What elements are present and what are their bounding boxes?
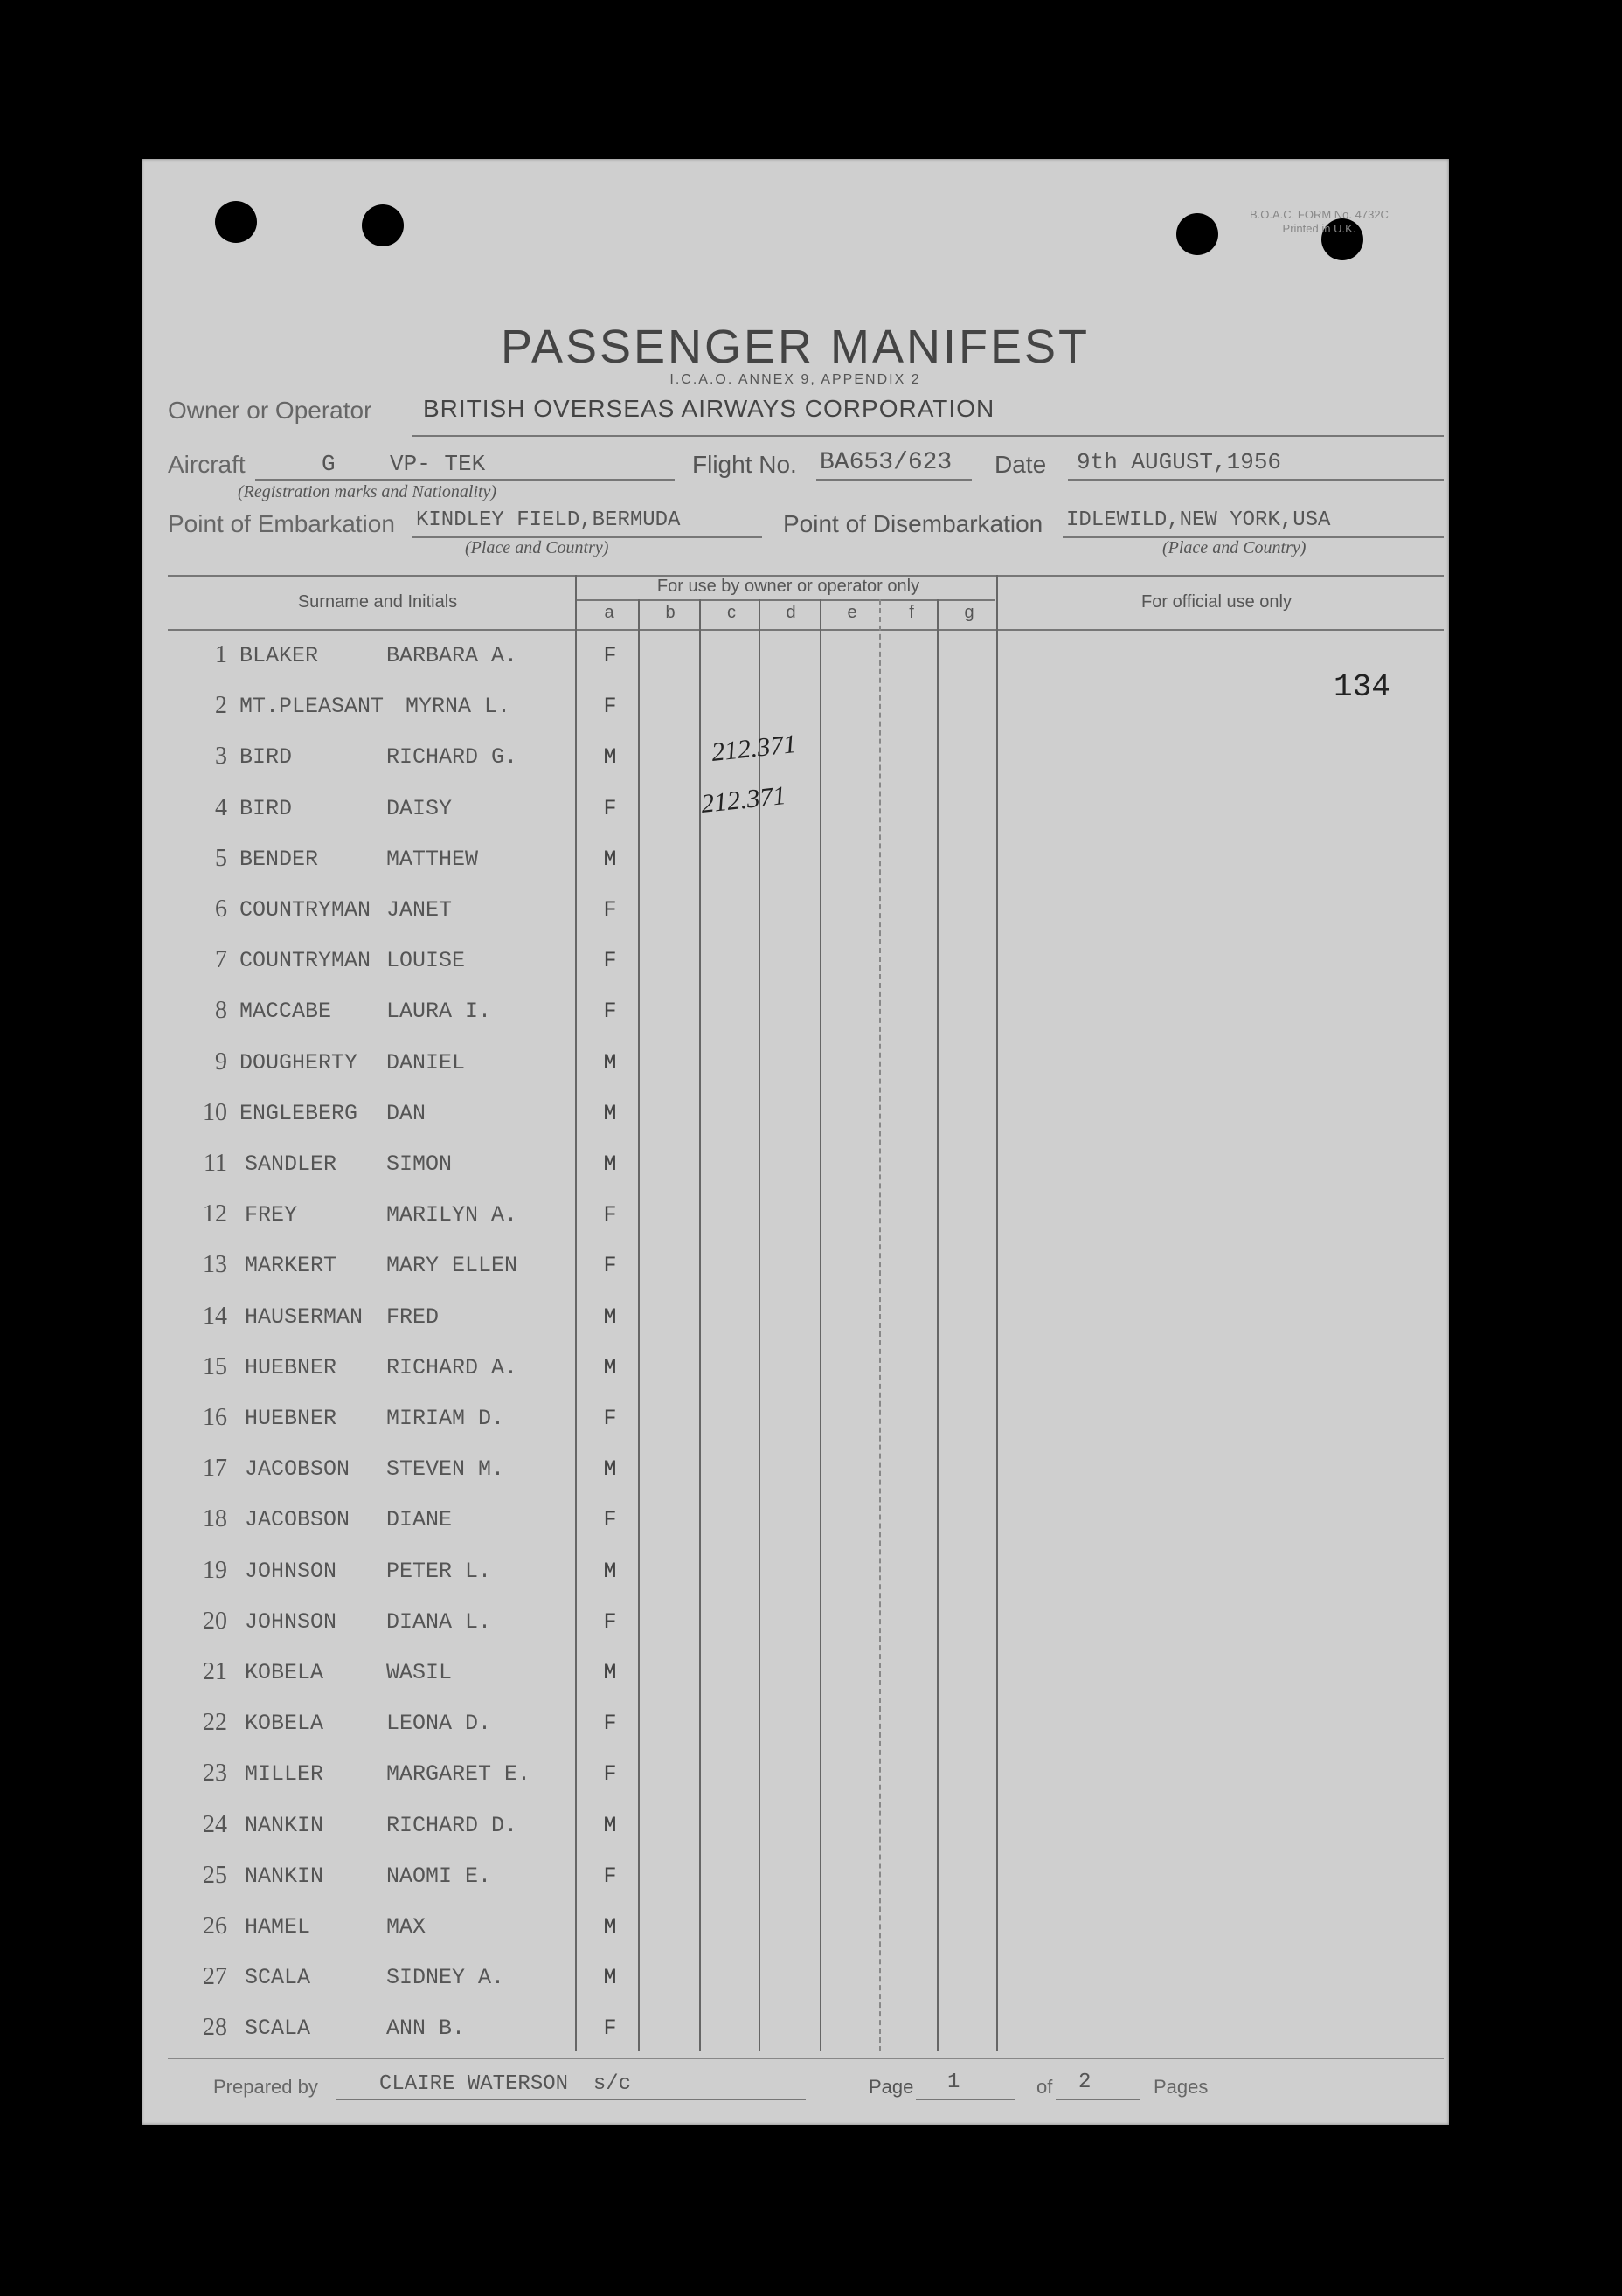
passenger-surname: SANDLER [245, 1151, 337, 1177]
passenger-given-name: RICHARD A. [386, 1354, 518, 1380]
passenger-given-name: DIANE [386, 1507, 453, 1533]
table-row [142, 1090, 1449, 1141]
passenger-sex: F [603, 1507, 617, 1533]
passenger-sex: M [603, 1965, 617, 1991]
table-row [142, 937, 1449, 988]
passenger-given-name: MARY ELLEN [386, 1253, 518, 1279]
aircraft-value: G VP- TEK [322, 451, 486, 477]
passenger-sex: M [603, 1914, 617, 1940]
row-number: 16 [203, 1404, 227, 1431]
flight-value: BA653/623 [820, 449, 953, 476]
passenger-surname: HAUSERMAN [245, 1304, 364, 1330]
table-row [142, 1802, 1449, 1853]
passenger-given-name: STEVEN M. [386, 1456, 505, 1483]
passenger-surname: MILLER [245, 1761, 324, 1788]
passenger-given-name: NAOMI E. [386, 1863, 492, 1889]
passenger-given-name: DIANA L. [386, 1608, 492, 1635]
aircraft-note: (Registration marks and Nationality) [238, 482, 497, 501]
col-surname-header: Surname and Initials [297, 592, 458, 612]
passenger-surname: SCALA [245, 2016, 311, 2042]
of-value: 2 [1078, 2071, 1092, 2094]
embark-note: (Place and Country) [465, 538, 609, 557]
col-c-header: c [727, 603, 736, 622]
row-number: 2 [215, 692, 227, 720]
row-number: 18 [203, 1505, 227, 1533]
passenger-sex: M [603, 1049, 617, 1075]
handwritten-note: 212.371 [710, 730, 798, 768]
handwritten-note: 212.371 [699, 780, 787, 819]
passenger-surname: NANKIN [245, 1812, 324, 1838]
passenger-sex: F [603, 1863, 617, 1889]
row-number: 23 [203, 1760, 227, 1788]
table-row [142, 780, 1449, 836]
table-row [142, 836, 1449, 887]
passenger-given-name: MARGARET E. [386, 1761, 531, 1788]
passenger-surname: JACOBSON [245, 1456, 350, 1483]
table-row [142, 1192, 1449, 1242]
page-value: 1 [947, 2071, 960, 2094]
row-number: 5 [215, 844, 227, 872]
row-number: 11 [204, 1150, 227, 1177]
passenger-surname: MARKERT [245, 1253, 337, 1279]
table-row [142, 887, 1449, 937]
table-row [142, 1853, 1449, 1904]
row-number: 6 [215, 896, 227, 923]
table-row [142, 1649, 1449, 1700]
passenger-sex: M [603, 846, 617, 872]
row-number: 8 [215, 997, 227, 1025]
col-a-header: a [604, 603, 614, 622]
passenger-given-name: WASIL [386, 1660, 453, 1685]
row-number: 15 [203, 1352, 227, 1380]
passenger-surname: KOBELA [245, 1660, 324, 1685]
table-row [142, 683, 1449, 734]
passenger-sex: F [603, 795, 617, 821]
passenger-given-name: LEONA D. [386, 1711, 492, 1737]
flight-label: Flight No. [692, 451, 797, 478]
table-row [142, 988, 1449, 1039]
row-number: 26 [203, 1912, 227, 1940]
disembark-value: IDLEWILD,NEW YORK,USA [1066, 508, 1331, 532]
row-number: 13 [203, 1251, 227, 1279]
row-number: 25 [203, 1861, 227, 1889]
page-subtitle: I.C.A.O. ANNEX 9, APPENDIX 2 [669, 372, 921, 387]
date-value: 9th AUGUST,1956 [1077, 449, 1282, 475]
passenger-surname: KOBELA [245, 1711, 324, 1737]
passenger-given-name: ANN B. [386, 2016, 466, 2042]
passenger-sex: F [603, 1406, 617, 1431]
passenger-surname: BENDER [239, 846, 319, 872]
passenger-given-name: MATTHEW [386, 846, 479, 872]
passenger-sex: F [603, 694, 617, 720]
passenger-given-name: DANIEL [386, 1049, 466, 1075]
passenger-sex: M [603, 744, 617, 771]
passenger-given-name: JANET [386, 897, 453, 923]
passenger-surname: ENGLEBERG [239, 1100, 358, 1126]
table-row [142, 633, 1449, 683]
passenger-sex: M [603, 1151, 617, 1177]
passenger-given-name: DAISY [386, 795, 453, 821]
passenger-sex: M [603, 1100, 617, 1126]
col-f-header: f [909, 603, 914, 622]
table-row [142, 1446, 1449, 1497]
row-number: 14 [203, 1302, 227, 1330]
passenger-surname: JOHNSON [245, 1558, 337, 1584]
passenger-surname: COUNTRYMAN [239, 948, 371, 974]
passenger-sex: M [603, 1660, 617, 1685]
passenger-surname: MACCABE [239, 999, 332, 1025]
passenger-given-name: LAURA I. [386, 999, 492, 1025]
passenger-surname: NANKIN [245, 1863, 324, 1889]
passenger-surname: BIRD [239, 795, 293, 821]
passenger-surname: HUEBNER [245, 1406, 337, 1431]
row-number: 7 [215, 946, 227, 974]
table-row [142, 1751, 1449, 1802]
table-row [142, 1040, 1449, 1090]
passenger-surname: HUEBNER [245, 1354, 337, 1380]
row-number: 19 [203, 1556, 227, 1584]
passenger-given-name: SIDNEY A. [386, 1965, 505, 1991]
table-row [142, 1599, 1449, 1649]
passenger-surname: FREY [245, 1202, 298, 1228]
passenger-sex: F [603, 1761, 617, 1788]
passenger-given-name: MYRNA L. [406, 694, 511, 720]
passenger-given-name: SIMON [386, 1151, 453, 1177]
table-row [142, 1294, 1449, 1345]
col-official-header: For official use only [1141, 592, 1292, 612]
disembark-note: (Place and Country) [1162, 538, 1307, 557]
prepared-label: Prepared by [213, 2076, 318, 2098]
table-row [142, 730, 1449, 785]
row-number: 4 [215, 793, 227, 821]
passenger-surname: JACOBSON [245, 1507, 350, 1533]
aircraft-label: Aircraft [168, 451, 246, 478]
prepared-value: CLAIRE WATERSON s/c [379, 2072, 632, 2096]
col-owner-use-header: For use by owner or operator only [656, 577, 920, 596]
row-number: 10 [203, 1098, 227, 1126]
passenger-sex: M [603, 1456, 617, 1483]
passenger-surname: MT.PLEASANT [239, 694, 385, 720]
row-number: 9 [215, 1048, 227, 1075]
table-row [142, 1954, 1449, 2005]
page-label: Page [869, 2076, 914, 2098]
passenger-given-name: FRED [386, 1304, 440, 1330]
col-b-header: b [665, 603, 676, 622]
table-row [142, 1141, 1449, 1192]
passenger-sex: F [603, 643, 617, 668]
punch-hole-icon [1176, 213, 1218, 255]
passenger-sex: F [603, 1202, 617, 1228]
passenger-given-name: MIRIAM D. [386, 1406, 505, 1431]
passenger-sex: F [603, 1608, 617, 1635]
row-number: 24 [203, 1810, 227, 1838]
passenger-given-name: BARBARA A. [386, 643, 518, 668]
passenger-surname: COUNTRYMAN [239, 897, 371, 923]
passenger-given-name: MARILYN A. [386, 1202, 518, 1228]
form-code: B.O.A.C. FORM No. 4732C Printed in U.K. [1250, 208, 1389, 235]
row-number: 27 [203, 1963, 227, 1991]
passenger-surname: BLAKER [239, 643, 319, 668]
passenger-sex: M [603, 1304, 617, 1330]
table-row [142, 1345, 1449, 1395]
table-row [142, 1548, 1449, 1599]
passenger-surname: SCALA [245, 1965, 311, 1991]
punch-hole-icon [215, 201, 257, 243]
passenger-given-name: RICHARD G. [386, 744, 518, 771]
row-number: 22 [203, 1709, 227, 1737]
passenger-given-name: LOUISE [386, 948, 466, 974]
official-number: 134 [1334, 669, 1390, 705]
punch-hole-icon [362, 204, 404, 246]
passenger-sex: F [603, 1253, 617, 1279]
table-row [142, 1395, 1449, 1446]
of-label: of [1036, 2076, 1053, 2098]
passenger-surname: JOHNSON [245, 1608, 337, 1635]
passenger-given-name: PETER L. [386, 1558, 492, 1584]
passenger-given-name: MAX [386, 1914, 426, 1940]
manifest-sheet [142, 159, 1449, 2125]
passenger-surname: BIRD [239, 744, 293, 771]
passenger-sex: F [603, 1711, 617, 1737]
row-number: 21 [203, 1658, 227, 1685]
table-row [142, 1242, 1449, 1293]
row-number: 28 [203, 2014, 227, 2042]
passenger-sex: F [603, 948, 617, 974]
table-row [142, 1700, 1449, 1751]
pages-label: Pages [1154, 2076, 1209, 2098]
page-title: PASSENGER MANIFEST [500, 321, 1091, 373]
row-number: 1 [215, 641, 227, 668]
table-row [142, 1497, 1449, 1547]
row-number: 3 [215, 743, 227, 771]
passenger-surname: DOUGHERTY [239, 1049, 358, 1075]
passenger-sex: M [603, 1354, 617, 1380]
date-label: Date [995, 451, 1047, 478]
passenger-given-name: DAN [386, 1100, 426, 1126]
passenger-sex: F [603, 2016, 617, 2042]
col-d-header: d [786, 603, 796, 622]
col-e-header: e [847, 603, 857, 622]
embark-label: Point of Embarkation [168, 510, 395, 537]
passenger-sex: M [603, 1558, 617, 1584]
row-number: 20 [203, 1607, 227, 1635]
disembark-label: Point of Disembarkation [783, 510, 1043, 537]
owner-label: Owner or Operator [168, 397, 372, 424]
row-number: 12 [203, 1200, 227, 1228]
passenger-sex: F [603, 897, 617, 923]
row-number: 17 [203, 1455, 227, 1483]
embark-value: KINDLEY FIELD,BERMUDA [416, 508, 681, 532]
col-g-header: g [964, 603, 974, 622]
owner-value: BRITISH OVERSEAS AIRWAYS CORPORATION [423, 395, 995, 422]
passenger-sex: F [603, 999, 617, 1025]
table-row [142, 1904, 1449, 1954]
table-row [142, 2005, 1449, 2056]
passenger-given-name: RICHARD D. [386, 1812, 518, 1838]
passenger-surname: HAMEL [245, 1914, 311, 1940]
passenger-sex: M [603, 1812, 617, 1838]
